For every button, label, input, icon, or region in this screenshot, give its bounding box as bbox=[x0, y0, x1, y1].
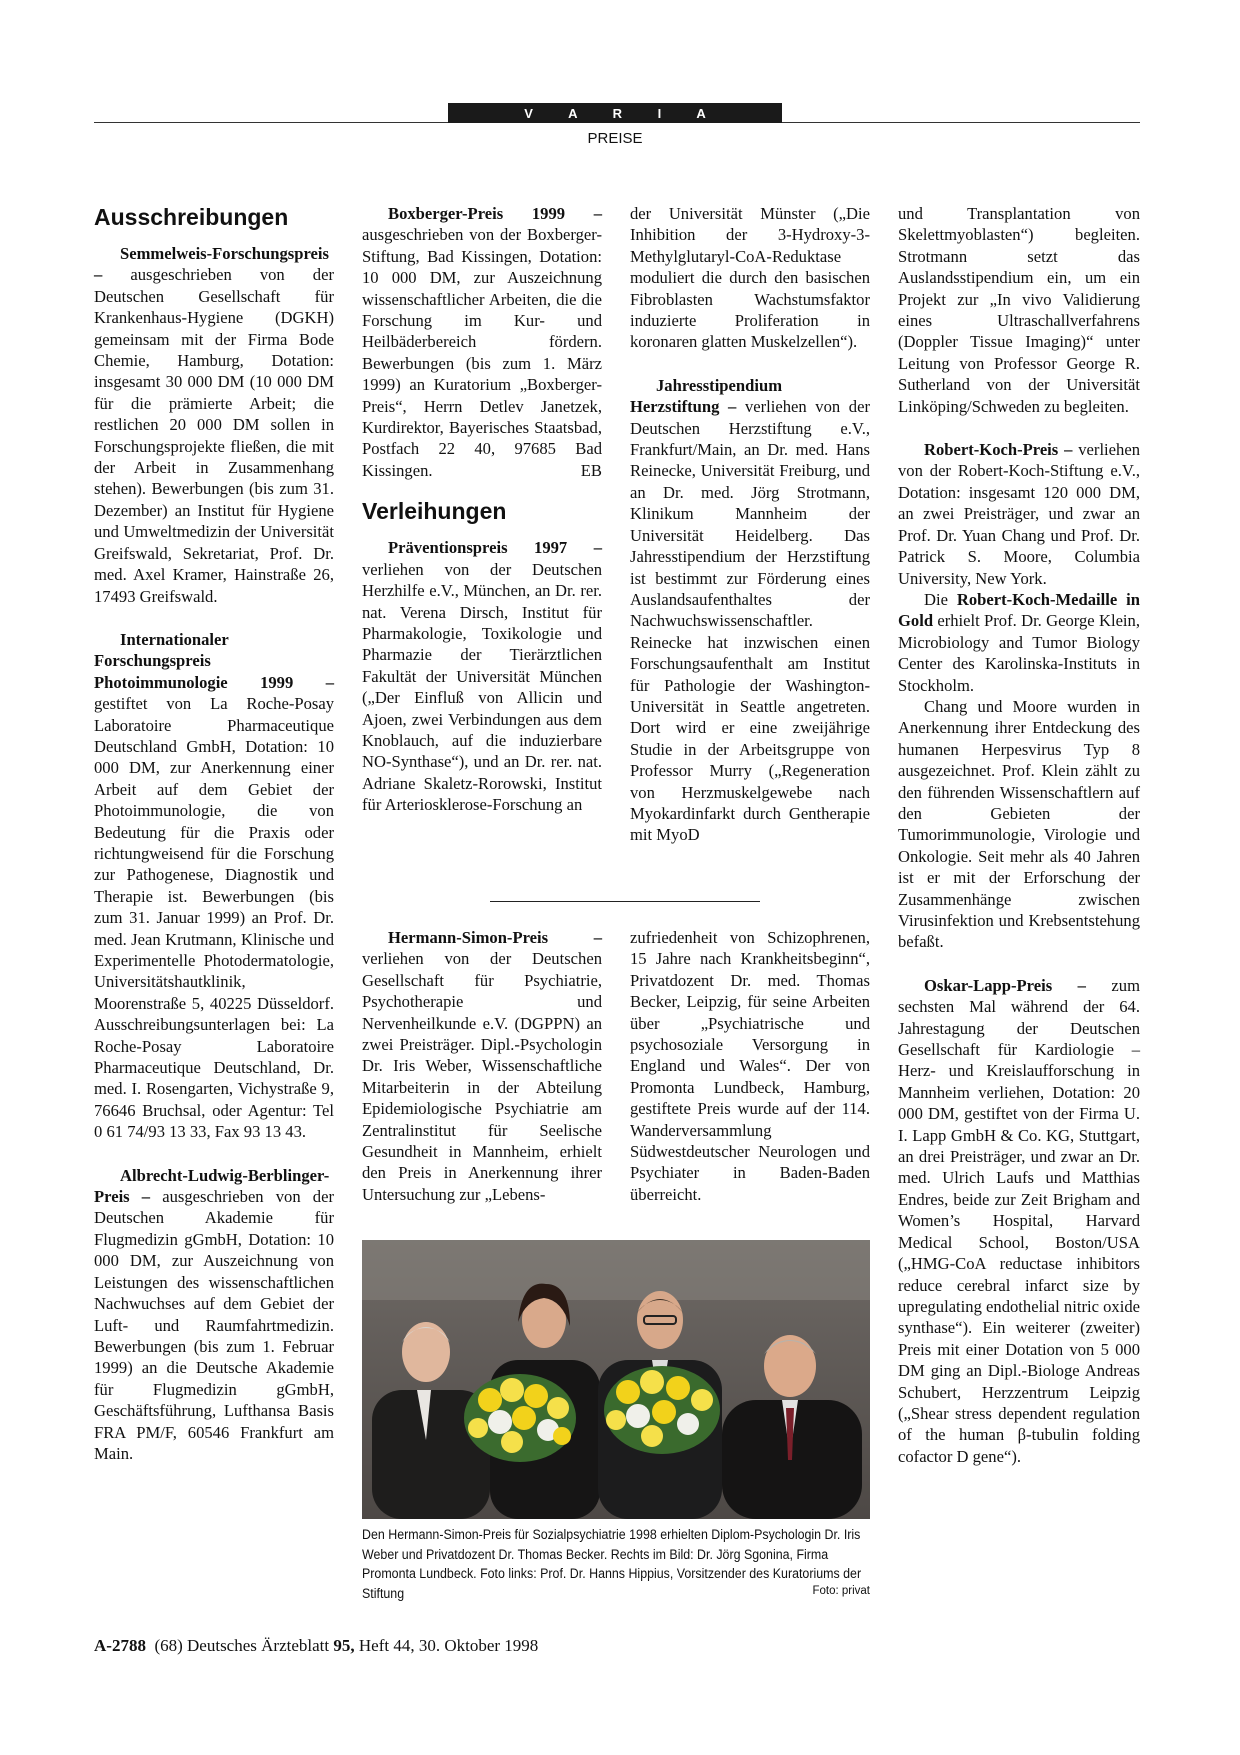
volume-number: 95, bbox=[333, 1636, 355, 1655]
issue-info-post: Heft 44, 30. Oktober 1998 bbox=[354, 1636, 539, 1655]
article-semmelweis bbox=[94, 243, 334, 607]
article-berblinger bbox=[94, 1165, 334, 1465]
prize-text: verliehen von der Deutschen Gesellschaft für Psychiatrie, Psychotherapie und Nervenheilkunde e.V. (DGPPN) an zwei Preisträger. Dipl.-Psychologin Dr. Iris Weber, Wissenschaftliche Mitarbeiterin in der Abteilung Epidemiologische Psychiatrie am Zentralinstitut für Seelische Gesundheit in Mannheim, erhielt den Preis in Anerkennung ihrer Untersuchung zur „Lebens- bbox=[362, 949, 602, 1204]
column-4 bbox=[898, 203, 1140, 1467]
article-chang-moore: Chang und Moore wurden in Anerkennung ihrer Entdeckung des humanen Herpesvirus Typ 8 ausgezeichnet. Prof. Klein zählt zu den führenden Wissenschaftlern auf den Gebieten der Tumorimmunologie, Virologie und Onkologie. Seit mehr als 40 Jahren ist er mit der Erforschung der Zusammenhänge zwischen Virusinfektion und Krebsentstehung befaßt. bbox=[898, 696, 1140, 952]
section-heading-verleihungen: Verleihungen bbox=[362, 498, 507, 525]
prize-text: verliehen von der Deutschen Herzstiftung e.V., Frankfurt/Main, an Dr. med. Hans Reinecke, Universität Freiburg, und an Dr. med. Jörg Strotmann, Klinikum Mannheim der Universität Heidelberg. Das Jahresstipendium der Herzstiftung ist bestimmt zur Förderung eines Auslandsaufenthaltes der Nachwuchswissenschaftler. Reinecke hat inzwischen einen Forschungsaufenthalt am Institut für Pathologie der Washington-Universität in Seattle angetreten. Dort wird er eine zweijährige Studie in der Arbeitsgruppe von Professor Murry („Regeneration von Herzmuskelgewebe nach Myokardinfarkt durch Gentherapie mit MyoD bbox=[630, 397, 870, 845]
prize-text: verliehen von der Robert-Koch-Stiftung e.V., Dotation: insgesamt 120 000 DM, an zwei Preisträger, und zwar an Prof. Dr. Yuan Chang und Prof. Dr. Patrick S. Moore, Columbia University, New York. bbox=[898, 440, 1140, 588]
page-footer bbox=[94, 1636, 538, 1656]
article-photoimmunologie bbox=[94, 629, 334, 1143]
prize-title: Albrecht-Ludwig-Berblinger-Preis – bbox=[94, 1165, 330, 1207]
column-1 bbox=[94, 203, 334, 1464]
prize-text: gestiftet von La Roche-Posay Laboratoire Pharmaceutique Deutschland GmbH, Dotation: 10 000 DM, zur Anerkennung einer Arbeit auf dem Gebiet der Photoimmunologie, die von Bedeutung für die Praxis oder richtungweisend für die Forschung zur Pathogenese, Diagnostik und Therapie ist. Bewerbungen (bis zum 31. Januar 1999) an Prof. Dr. med. Jean Krutmann, Klinische und Experimentelle Photodermatologie, Universitätshautklinik, Moorenstraße 5, 40225 Düsseldorf. Ausschreibungsunterlagen bei: La Roche-Posay Laboratoire Pharmaceutique Deutschland, Dr. med. I. Rosengarten, Vichystraße 9, 76646 Bruchsal, oder Agentur: Tel 0 61 74/93 13 33, Fax 93 13 43. bbox=[94, 694, 334, 1142]
prize-title: Oskar-Lapp-Preis – bbox=[924, 975, 1086, 995]
prize-title: Internationaler Forschungspreis Photoimmunologie 1999 – bbox=[94, 629, 334, 692]
column-3 bbox=[630, 203, 870, 846]
section-divider bbox=[490, 901, 760, 902]
article-robert-koch-preis bbox=[898, 439, 1140, 589]
prize-text: erhielt Prof. Dr. George Klein, Microbiology and Tumor Biology Center des Karolinska-Instituts in Stockholm. bbox=[898, 611, 1140, 695]
section-banner: V A R I A bbox=[448, 103, 782, 123]
article-hermann-simon bbox=[362, 927, 602, 1205]
bouquet-1 bbox=[464, 1374, 576, 1462]
column-2 bbox=[362, 203, 602, 816]
prize-title: Robert-Koch-Preis – bbox=[924, 440, 1073, 460]
photo-caption: Den Hermann-Simon-Preis für Sozialpsychiatrie 1998 erhielten Diplom-Psychologin Dr. Iris Weber und Privatdozent Dr. Thomas Becker. Rechts im Bild: Dr. Jörg Sgonina, Firma Promonta Lundbeck. Foto links: Prof. Dr. Hanns Hippius, Vorsitzender des Kuratoriums der Stiftung bbox=[362, 1527, 862, 1601]
prefix-text: Die bbox=[924, 589, 957, 609]
article-robert-koch-medaille bbox=[898, 589, 1140, 696]
prize-title: Boxberger-Preis 1999 – bbox=[388, 204, 602, 223]
article-jahresstipendium bbox=[630, 375, 870, 846]
article-continuation: der Universität Münster („Die Inhibition der 3-Hydroxy-3-Methylglutaryl-CoA-Reduktase moduliert die durch den basischen Fibroblasten Wachstumsfaktor induzierte Proliferation in koronaren glatten Muskelzellen“). bbox=[630, 204, 870, 352]
section-heading-ausschreibungen: Ausschreibungen bbox=[94, 204, 289, 230]
prize-text: ausgeschrieben von der Boxberger-Stiftung, Bad Kissingen, Dotation: 10 000 DM, zur Auszeichnung wissenschaftlicher Arbeiten, die die Forschung im Kur- und Heilbäderbereich fördern. Bewerbungen (bis zum 1. März 1999) an Kuratorium „Boxberger-Preis“, Herrn Detlev Janetzek, Kurdirektor, Bayerisches Staatsbad, Postfach 22 40, 97685 Bad Kissingen. bbox=[362, 225, 602, 480]
prize-title: Hermann-Simon-Preis – bbox=[388, 928, 602, 947]
prize-title: Jahresstipendium Herzstiftung – bbox=[630, 375, 783, 417]
subsection-title: PREISE bbox=[587, 130, 643, 147]
article-continuation: und Transplantation von Skelettmyoblasten“) begleiten. Strotmann setzt das Auslandsstipendium ein, um ein Projekt zur „In vivo Validierung eines Ultraschallverfahrens (Doppler Tissue Imaging)“ unter Leitung von Professor George R. Sutherland von der Universität Linköping/Schweden zu begleiten. bbox=[898, 204, 1140, 416]
bouquet-2 bbox=[604, 1366, 720, 1454]
award-photo-image bbox=[362, 1240, 870, 1519]
prize-title: Semmelweis-Forschungspreis – bbox=[94, 244, 329, 285]
prize-text: zum sechsten Mal während der 64. Jahrestagung der Deutschen Gesellschaft für Kardiologie – Herz- und Kreislaufforschung in Mannheim verliehen, Dotation: 20 000 DM, gestiftet von der Firma U. I. Lapp GmbH & Co. KG, Stuttgart, an drei Preisträger, und zwar an Dr. med. Ulrich Laufs und Matthias Endres, beide zur Zeit Brigham and Women’s Hospital, Harvard Medical School, Boston/USA („HMG-CoA reductase inhibitors reduce cerebral infarct size by upregulating endothelial nitric oxide synthase“). Ein weiterer (zweiter) Preis mit einer Dotation von 5 000 DM ging an Dipl.-Biologe Andreas Schubert, Herzzentrum Leipzig („Shear stress dependent regulation of the human β-tubulin folding cofactor D gene“). bbox=[898, 975, 1140, 1466]
article-oskar-lapp bbox=[898, 975, 1140, 1467]
column-3-lower bbox=[630, 927, 870, 1205]
article-boxberger bbox=[362, 203, 602, 481]
author-sign: EB bbox=[580, 460, 602, 480]
page-number: A-2788 bbox=[94, 1636, 146, 1655]
column-2-lower bbox=[362, 927, 602, 1205]
prize-title: Präventionspreis 1997 – bbox=[388, 538, 602, 558]
prize-text: ausgeschrieben von der Deutschen Akademie für Flugmedizin gGmbH, Dotation: 10 000 DM, zur Auszeichnung von Leistungen des wissenschaftlichen Nachwuchses auf dem Gebiet der Luft- und Raumfahrtmedizin. Bewerbungen (bis zum 1. Februar 1999) an die Deutsche Akademie für Flugmedizin gGmbH, Geschäftsführung, Lufthansa Basis FRA PM/F, 60546 Frankfurt am Main. bbox=[94, 1187, 334, 1463]
prize-text: verliehen von der Deutschen Herzhilfe e.V., München, an Dr. rer. nat. Verena Dirsch, Institut für Pharmakologie, Toxikologie und Pharmazie der Tierärztlichen Fakultät der Universität München („Der Einfluß von Allicin und Ajoen, zwei Verbindungen aus dem Knoblauch, auf die induzierbare NO-Synthase“), und an Dr. rer. nat. Adriane Skaletz-Rorowski, Institut für Arteriosklerose-Forschung an bbox=[362, 559, 602, 815]
article-praeventionspreis bbox=[362, 537, 602, 815]
photo-credit: Foto: privat bbox=[812, 1585, 870, 1597]
issue-info-pre: (68) Deutsches Ärzteblatt bbox=[154, 1636, 334, 1655]
prize-title: Robert-Koch-Medaille in Gold bbox=[898, 589, 1140, 631]
prize-text: ausgeschrieben von der Deutschen Gesellschaft für Krankenhaus-Hygiene (DGKH) gemeinsam mit der Firma Bode Chemie, Hamburg, Dotation: insgesamt 30 000 DM (10 000 DM für die prämierte Arbeit; die restlichen 20 000 DM sollen in Forschungsprojekte fließen, die mit der Arbeit in Zusammenhang stehen). Bewerbungen (bis zum 31. Dezember) an Institut für Hygiene und Umweltmedizin der Universität Greifswald, Sekretariat, Prof. Dr. med. Axel Kramer, Hainstraße 26, 17493 Greifswald. bbox=[94, 265, 334, 606]
article-continuation: zufriedenheit von Schizophrenen, 15 Jahre nach Krankheitsbeginn“, Privatdozent Dr. med. Thomas Becker, Leipzig, für seine Arbeiten über „Psychiatrische und psychosoziale Versorgung in England und Wales“. Der von Promonta Lundbeck, Hamburg, gestiftete Preis wurde auf der 114. Wanderversammlung Südwestdeutscher Neurologen und Psychiater in Baden-Baden überreicht. bbox=[630, 928, 870, 1204]
award-photo bbox=[362, 1240, 870, 1519]
